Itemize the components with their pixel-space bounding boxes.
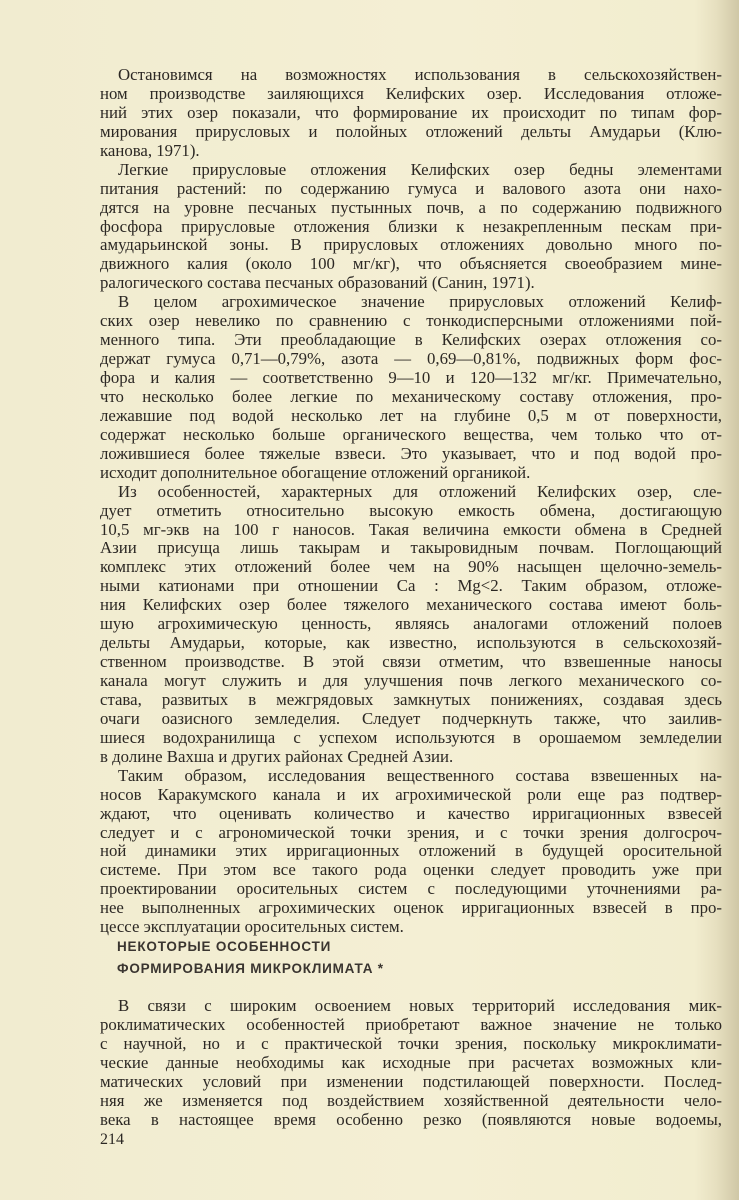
text-line: цессе эксплуатации оросительных систем. [100,917,404,937]
text-line: с научной, но и с практической точки зрения, поскольку микроклимати- [100,1033,722,1053]
paragraph [100,767,722,937]
paragraph [100,66,722,161]
text-line: ложившиеся более тяжелые взвеси. Это указывает, что и под водой про- [100,443,722,463]
text-line: дует отметить относительно высокую емкость обмена, достигающую [100,500,722,520]
text-line: Таким образом, исследования вещественного состава взвешенных на- [118,765,722,785]
paragraph [100,293,722,482]
paragraph [100,483,722,767]
text-line: дельты Амударьи, которые, как известно, используются в сельскохозяй- [100,633,722,653]
text-line: роклиматических особенностей приобретают важное значение не только [100,1014,722,1034]
body-text [100,66,722,937]
text-line: комплекс этих отложений более чем на 90% насыщен щелочно-земель- [100,557,722,577]
text-line: канова, 1971). [100,140,200,160]
text-line: 10,5 мг-экв на 100 г наносов. Такая величина емкости обмена в Средней [100,519,722,539]
text-line: Остановимся на возможностях использования в сельскохозяйствен- [118,65,722,84]
text-line: ний этих озер показали, что формирование их происходит по типам фор- [100,102,722,122]
text-line: ной динамики этих ирригационных отложений в будущей оросительной [100,841,722,861]
section-heading-line: НЕКОТОРЫЕ ОСОБЕННОСТИ [117,939,332,954]
text-line: ческие данные необходимы как исходные при расчетах возможных кли- [100,1052,722,1072]
text-line: фосфора прирусловые отложения близки к незакрепленным пескам при- [100,216,722,236]
text-line: фора и калия — соответственно 9—10 и 120—132 мг/кг. Примечательно, [100,368,722,387]
text-line: нее выполненных агрохимических оценок ирригационных взвесей в про- [100,898,722,918]
paragraph [100,997,722,1130]
text-line: мирования прирусловых и полойных отложений дельты Амударьи (Клю- [100,121,722,141]
text-line: ских озер невелико по сравнению с тонкодисперсными отложениями пой- [100,311,722,331]
section-heading-line: ФОРМИРОВАНИЯ МИКРОКЛИМАТА * [117,961,384,976]
text-line: исходит дополнительное обогащение отложений органикой. [100,462,531,482]
text-line: ном производстве заиляющихся Келифских озер. Исследования отложе- [100,83,722,103]
section-heading [117,936,384,980]
text-line: няя же изменяется под воздействием хозяйственной деятельности чело- [100,1090,722,1110]
text-line: ными катионами при отношении Ca : Mg<2. Таким образом, отложе- [100,576,722,596]
text-line: В целом агрохимическое значение прирусловых отложений Келиф- [118,292,722,312]
paragraph [100,161,722,294]
text-line: Легкие прирусловые отложения Келифских озер бедны элементами [118,159,722,179]
text-line: ралогического состава песчаных образований (Санин, 1971). [100,273,535,293]
text-line: очаги оазисного земледелия. Следует подчеркнуть также, что заилив- [100,708,722,728]
text-line: шую агрохимическую ценность, являясь аналогами отложений полоев [100,614,722,634]
text-line: канала могут служить и для улучшения почв легкого механического со- [100,671,722,690]
text-line: В связи с широким освоением новых территорий исследования мик- [118,996,722,1015]
text-line: лежавшие под водой несколько лет на глубине 0,5 м от поверхности, [100,405,722,425]
text-line: проектировании оросительных систем с последующими уточнениями ра- [100,879,722,899]
text-line: менного типа. Эти преобладающие в Келифских озерах отложения со- [100,330,722,350]
text-line: следует и с агрономической точки зрения, и с точки зрения долгосроч- [100,822,722,842]
text-line: века в настоящее время особенно резко (появляются новые водоемы, [100,1109,722,1129]
text-line: ния Келифских озер более тяжелого механического состава имеют боль- [100,595,722,615]
text-line: матических условий при изменении подстилающей поверхности. Послед- [100,1071,722,1091]
text-line: амударьинской зоны. В прирусловых отложениях довольно много по- [100,235,722,255]
text-line: ственном производстве. В этой связи отметим, что взвешенные наносы [100,652,722,672]
text-line: носов Каракумского канала и их агрохимической роли еще раз подтвер- [100,784,722,804]
text-line: Из особенностей, характерных для отложений Келифских озер, сле- [118,481,722,501]
text-line: ждают, что оценивать количество и качество ирригационных взвесей [100,803,722,823]
text-line: системе. При этом все такого рода оценки следует проводить уже при [100,860,722,880]
text-line: става, развитых в межгрядовых замкнутых понижениях, создавая здесь [100,689,722,709]
text-line: что несколько более легкие по механическому составу отложения, про- [100,386,722,406]
text-line: движного калия (около 100 мг/кг), что объясняется своеобразием мине- [100,254,722,274]
text-line: дятся на уровне песчаных пустынных почв, а по содержанию подвижного [100,197,722,217]
text-line: в долине Вахша и других районах Средней Азии. [100,746,454,766]
text-line: шиеся водохранилища с успехом используются в орошаемом земледелии [100,727,722,747]
text-line: Азии присуща лишь такырам и такыровидным почвам. Поглощающий [100,538,722,558]
page-number: 214 [100,1131,124,1148]
text-line: держат гумуса 0,71—0,79%, азота — 0,69—0,81%, подвижных форм фос- [100,349,722,369]
text-line: содержат несколько больше органического вещества, чем только что от- [100,424,722,444]
text-line: питания растений: по содержанию гумуса и валового азота они нахо- [100,178,722,198]
section-text [100,997,722,1130]
